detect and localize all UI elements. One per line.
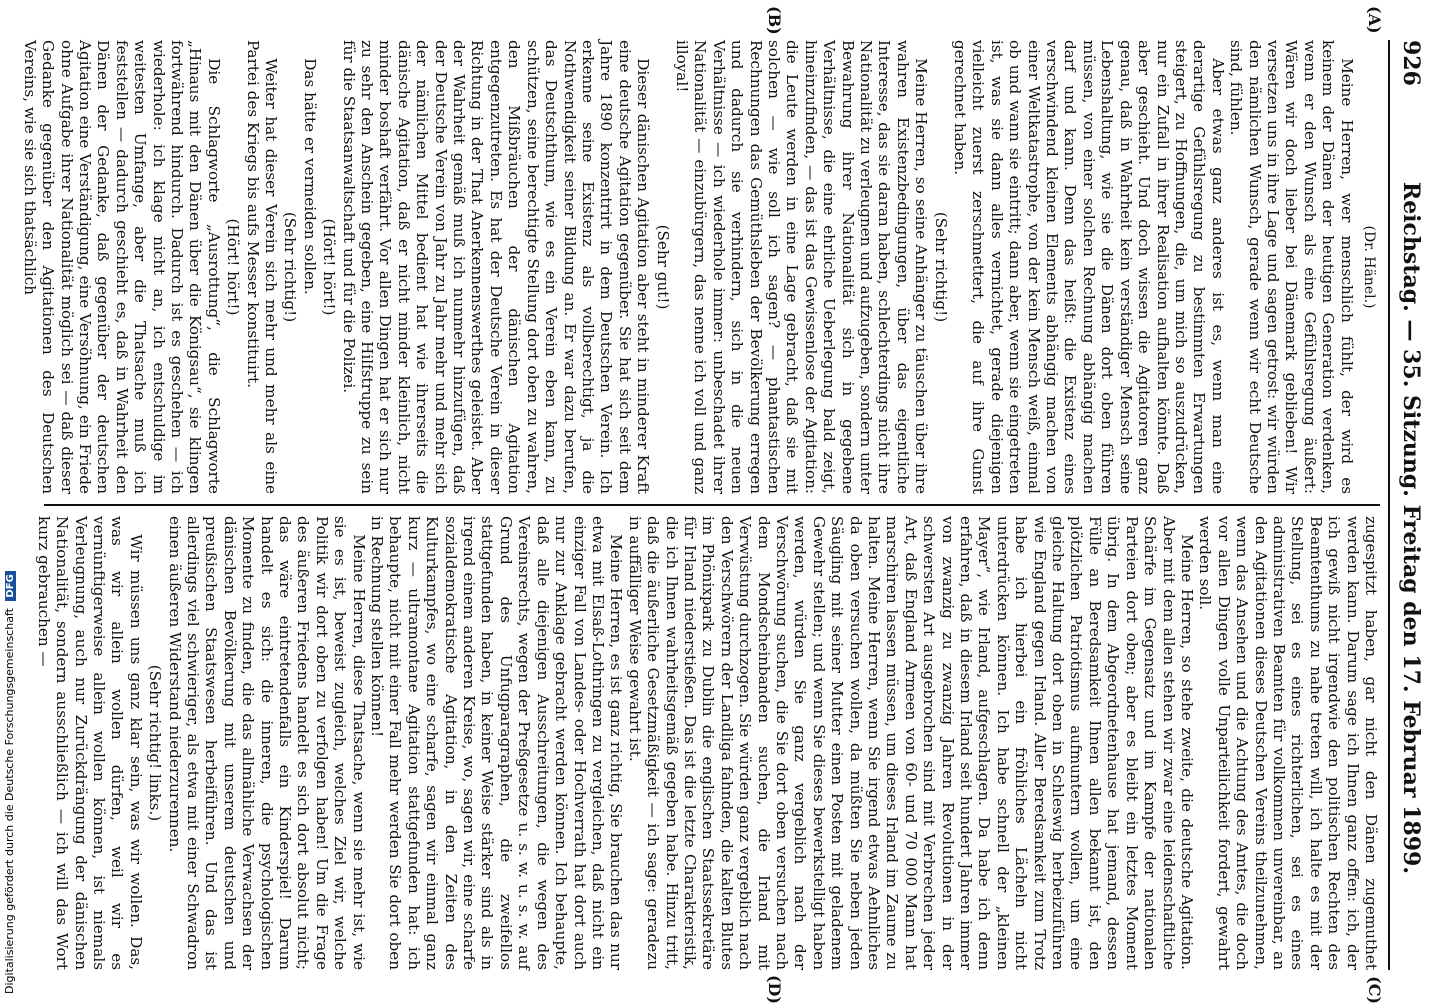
interjection: (Sehr gut!): [653, 224, 672, 310]
paragraph: Das hätte er vermeiden sollen.: [300, 58, 319, 295]
paragraph: Meine Herren, so stehe zweite, die deutsche Agitation. Aber mit dem allen stehen wir zwar eine leidenschaftliche Schärfe im Gegensatz und im Kampfe der nationalen Parteien dort oben; aber es bleibt ein letztes Moment übrig. In dem Abgeordnetenhause hat jemand, dessen Fülle an Beredsamkeit Ihnen allen bekannt ist, den plötzlichen Patriotismus aufmuntern wollen, um eine gleiche Haltung dort oben in Schleswig herbeizuführen wie England gegen Irland. Aller Beredsamkeit zum Trotz habe ich hierbei ein fröhliches Lächeln nicht unterdrücken können. Ich habe schnell der „kleinen Mayer“, wie Irland, aufgeschlagen. Da habe ich denn erfahren, daß in diesem Irland seit hundert Jahren immer von zwanzig zu zwanzig Jahren Revolutionen in der schwersten Art ausgebrochen sind mit Verbrechen jeder Art, daß England Armeen von 60- und 70 000 Mann hat marschiren lassen müssen, um dieses Irland im Zaume zu halten. Meine Herren, wenn Sie irgend etwas Aehnliches da oben versuchen wollen, da müßten Sie neben jeden Säugling mit seiner Mutter einen Posten mit geladenem Gewehr stellen; und wenn Sie dieses bewerkstelligt haben werden, würden Sie ganz vergeblich nach der Verschwörung suchen, die Sie dort oben versuchen nach dem Mondscheinbanden suchen, die Irland mit Verwüstung durchzogen. Sie würden ganz vergeblich nach den Verschwörern der Landliga fahnden, die kalten Blutes im Phönixpark zu Dublin die englischen Staatssekretäre für Irland niederstießen. Das ist die letzte Charakteristik, die ich Ihnen wahrheitsgemäß gegeben habe. Hinzu tritt, daß die äußerliche Gesetzmäßigkeit — ich sage: geradezu in auffälliger Weise gewahrt ist.: [625, 516, 1196, 970]
interjection: (Sehr richtig!): [931, 211, 950, 323]
paragraph: Meine Herren, diese Thatsache, wenn sie mehr ist, wie sie es ist, beweist zugleich, welches Ziel wir, welche Politik wir dort oben zu verfolgen haben! Um die Frage des äußeren Friedens handelt es sich dort absolut nicht; das wäre eintretendenfalls ein Kinderspiel! Darum handelt es sich: die inneren, die psychologischen Momente zu finden, die das allmähliche Verwachsen der dänischen Bevölkerung mit unserem deutschen und preußischen Staatswesen herbeiführen. Und das ist allerdings viel schwieriger, als etwa mit einer Schwadron einen äußeren Widerstand niederzurennen.: [165, 516, 368, 970]
section-marker-b: (B): [765, 6, 784, 35]
columns: [20, 40, 1380, 970]
paragraph: Meine Herren, wer menschlich fühlt, der wird es keinem der Dänen der heutigen Generation verdenken, wenn er den Wunsch als eine Gefühlsregung äußert: Wären wir doch lieber bei Dänemark geblieben! Wir versetzen uns in ihre Lage und sagen getrost: wir würden den nämlichen Wunsch, gerade wenn wir echt Deutsche sind, fühlen.: [1227, 40, 1356, 494]
digitization-credit: [3, 571, 16, 994]
credit-text: Digitalisierung gefördert durch die Deutsche Forschungsgemeinschaft: [3, 608, 16, 994]
speaker-name: (Dr. Hänel.): [1361, 225, 1377, 309]
paragraph: Die Schlagworte „Ausrottung“, die Schlagworte „Hinaus mit den Dänen über die Königsau“, sie klingen fortwährend hindurch. Dadurch ist es geschehen — ich wiederhole: ich klage nicht an, ich entschuldige im weitesten Umfange, aber die Thatsache muß ich feststellen — dadurch geschieht es, daß in Wahrheit den Dänen der Gedanke, daß gegenüber der deutschen Agitation eine Verständigung, eine Versöhnung, ein Friede ohne Aufgabe ihrer Nationalität möglich sei — daß dieser Gedanke gegenüber den Agitationen des Deutschen Vereins, wie sie sich thatsächlich: [20, 40, 223, 494]
section-marker-c: (C): [1365, 976, 1384, 1004]
paragraph: zugespitzt haben, gar nicht den Dänen zugemuthet werden kann. Darum sage ich Ihnen ganz offen: ich, der ich gewiß nicht irgendwie den politischen Rechten des Beamtenthums zu nahe treten will, ich halte es mit der Stellung, sei es eines richterlichen, sei es eines administrativen Beamten für vollkommen unvereinbar, an den Agitationen dieses Deutschen Vereins theilzunehmen, wenn das Ansehen und die Achtung des Amtes, die doch vor allen Dingen volle Unparteilichkeit fordert, gewahrt werden soll.: [1196, 516, 1380, 970]
left-column: [20, 40, 1380, 506]
page-header: [1388, 40, 1424, 970]
right-column: [34, 506, 1380, 970]
paragraph: Weiter hat dieser Verein sich mehr und mehr als eine Partei des Kriegs bis aufs Messer konstituirt.: [243, 40, 281, 494]
interjection: (Sehr richtig! links.): [146, 664, 165, 822]
paragraph: Wir müssen uns ganz klar sein, was wir wollen. Das, was wir allein wollen dürfen, weil wir es vernünftigerweise allein wollen können, ist niemals Verleugnung, auch nur Zurückdrängung der dänischen Nationalität, sondern ausschließlich — ich will das Wort kurz gebrauchen —: [34, 516, 145, 970]
paragraph: Aber etwas ganz anderes ist es, wenn man eine derartige Gefühlsregung zu bestimmten Erwartungen steigert, zu Hoffnungen, die, um mich so auszudrücken, nur ein Zufall in ihrer Realisation aufhalten könnte. Daß aber geschieht. Und doch wissen die Agitatoren ganz genau, daß in Wahrheit kein verständiger Mensch seine Lebenshaltung, wie sie die Dänen dort oben führen müssen, von einer solchen Rechnung abhängig machen darf und kann. Denn das heißt: die Existenz eines verschwindend kleinen Elements abhängig machen von einer Weltkatastrophe, von der kein Mensch weiß, einmal ob und wann sie eintritt; dann aber, wenn sie eingetreten ist, was sie dann alles vernichtet, gerade diejenigen vielleicht zuerst zerschmettert, die auf ihre Gunst gerechnet haben.: [951, 40, 1227, 494]
dfg-logo-icon: DFG: [5, 571, 16, 600]
interjection: (Hört! hört!): [320, 218, 339, 316]
paragraph: Dieser dänischen Agitation aber steht in minderer Kraft eine deutsche Agitation gegenüber. Sie hat sich seit dem Jahre 1890 konzentrirt in dem Deutschen Verein. Ich erkenne seine Existenz als vollberechtigt, ja die Nothwendigkeit seiner Bildung an. Er war dazu berufen, das Deutschthum, wie es ein Verein eben kann, zu schützen, seine berechtigte Stellung dort oben zu wahren, den Mißbräuchen der dänischen Agitation entgegenzutreten. Es hat der Deutsche Verein in dieser Richtung in der That Anerkennenswerthes geleistet. Aber der Wahrheit gemäß muß ich nunmehr hinzufügen, daß der Deutsche Verein von Jahr zu Jahr mehr und mehr sich der nämlichen Mittel bedient hat wie ihrerseits die dänische Agitation, daß er nicht minder kleinlich, nicht minder boshaft verfährt. Vor allen Dingen hat er sich nur zu sehr den Anschein gegeben, eine Hilfstruppe zu sein für die Staatsanwaltschaft und für die Polizei.: [339, 40, 653, 494]
interjection: (Sehr richtig!): [281, 211, 300, 323]
page: [20, 6, 1424, 1004]
section-marker-a: (A): [1365, 6, 1384, 34]
paragraph: Meine Herren, es ist ganz richtig, Sie brauchen das nur etwa mit Elsaß-Lothringen zu vergleichen, daß nicht ein einziger Fall von Landes- oder Hochverrath hat dort auch nur zur Anklage gebracht werden können. Ich behaupte, daß alle diejenigen Ausschreitungen, die wegen des Vereinsrechts, wegen der Preßgesetze u. s. w. u. s. w. auf Grund des Unfugparagraphen, die zweifellos stattgefunden haben, in keiner Weise stärker sind als in irgend einem anderen Kreise, wo, sagen wir, eine scharfe sozialdemokratische Agitation, in den Zeiten des Kulturkampfes, wo eine scharfe, sagen wir einmal ganz kurz — ultramontane Agitation stattgefunden hat: ich behaupte, nicht mit einer Fall mehr werden Sie dort oben in Rechnung stellen können!: [368, 516, 626, 970]
interjection: (Hört! hört!): [224, 218, 243, 316]
page-number: 926: [1398, 40, 1424, 86]
section-marker-d: (D): [765, 974, 784, 1004]
paragraph: Meine Herren, so seine Anhänger zu täuschen über ihre wahren Existenzbedingungen, über das eigentliche Interesse, das sie daran haben, schlechterdings nicht ihre Nationalität zu verleugnen und aufzugeben, sondern unter Bewahrung ihrer Nationalität sich in gegebene Verhältnisse, die eine ehrliche Ueberlegung bald zeigt, hineinzufinden, — das ist das Gewissenlose der Agitation: die Leute werden in eine Lage gebracht, daß sie mit solchen — wie soll ich sagen? — phantastischen Rechnungen das Gemüthsleben der Bevölkerung erregen und dadurch sie verhindern, sich in die neuen Verhältnisse — ich wiederhole immer: unbeschadet ihrer Nationalität — einzubürgern, das nenne ich voll und ganz illoyal!: [672, 40, 931, 494]
page-title: Reichstag. — 35. Sitzung. Freitag den 17. Februar 1899.: [1398, 181, 1424, 875]
